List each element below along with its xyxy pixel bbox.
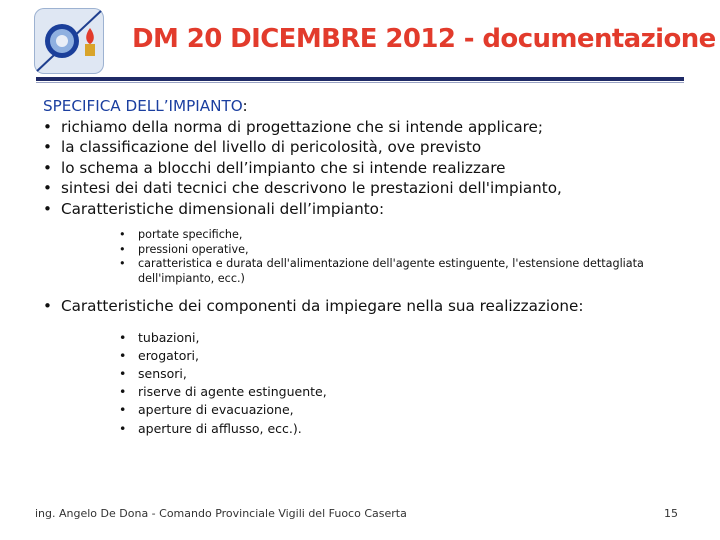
bullet: •	[119, 228, 126, 241]
section-heading-colon: :	[242, 97, 248, 115]
bullet: •	[119, 420, 127, 436]
slide-title: DM 20 DICEMBRE 2012 - documentazione	[132, 24, 716, 54]
bullet: •	[43, 138, 52, 156]
list-item	[43, 137, 693, 158]
bullet: •	[43, 297, 52, 315]
sub-list-dimensional	[119, 228, 693, 286]
sub-list-item	[119, 257, 693, 286]
sub-list-components	[119, 329, 693, 438]
sub-list-item	[119, 365, 693, 383]
footer-credit: ing. Angelo De Dona - Comando Provinciale Vigili del Fuoco Caserta	[35, 507, 407, 520]
sub-list-item-text: sensori,	[138, 365, 187, 381]
title-divider-thin	[36, 82, 684, 83]
bullet: •	[119, 257, 126, 270]
sub-list-item-text: aperture di afflusso, ecc.).	[138, 420, 302, 436]
list-item-text: Caratteristiche dei componenti da impiegare nella sua realizzazione:	[61, 297, 584, 315]
sub-list-item-text: aperture di evacuazione,	[138, 402, 294, 418]
sub-list-item-text: caratteristica e durata dell'alimentazione dell'agente estinguente, l'estensione dettagliata dell'impianto, ecc.)	[138, 257, 644, 285]
sub-list-item	[119, 420, 693, 438]
fire-brigade-logo	[34, 8, 104, 74]
list-item-text: la classificazione del livello di pericolosità, ove previsto	[61, 138, 482, 156]
bullet: •	[119, 347, 127, 363]
sub-list-item-text: riserve di agente estinguente,	[138, 384, 327, 400]
section-heading	[43, 96, 693, 117]
sub-list-item-text: erogatori,	[138, 347, 199, 363]
bullet: •	[43, 117, 52, 136]
list-item	[43, 117, 693, 138]
sub-list-item	[119, 243, 693, 258]
sub-list-item	[119, 347, 693, 365]
bullet: •	[119, 242, 126, 256]
bullet: •	[43, 179, 52, 197]
sub-list-item-text: pressioni operative,	[138, 242, 249, 256]
list-item	[43, 178, 693, 199]
list-item-text: richiamo della norma di progettazione che si intende applicare;	[61, 117, 544, 136]
fire-brigade-emblem-icon	[34, 8, 104, 74]
bullet: •	[119, 365, 127, 381]
list-item-text: sintesi dei dati tecnici che descrivono le prestazioni dell'impianto,	[61, 179, 562, 197]
sub-list-item	[119, 228, 693, 243]
list-item	[43, 158, 693, 179]
section-heading-label: SPECIFICA DELL’IMPIANTO	[43, 97, 243, 115]
list-item	[43, 199, 693, 220]
bullet: •	[119, 329, 127, 345]
sub-list-item	[119, 329, 693, 347]
sub-list-item-text: portate specifiche,	[138, 228, 243, 241]
bullet: •	[119, 402, 127, 418]
list-item-text: lo schema a blocchi dell’impianto che si intende realizzare	[61, 158, 506, 177]
title-divider	[36, 77, 684, 81]
list-item-text: Caratteristiche dimensionali dell’impianto:	[61, 199, 385, 218]
sub-list-item-text: tubazioni,	[138, 329, 200, 345]
bullet: •	[43, 158, 52, 177]
list-item	[43, 296, 693, 317]
page-number: 15	[664, 507, 678, 520]
bullet: •	[119, 384, 127, 400]
slide-body	[43, 96, 693, 438]
sub-list-item	[119, 383, 693, 401]
bullet: •	[43, 199, 52, 218]
sub-list-item	[119, 401, 693, 419]
